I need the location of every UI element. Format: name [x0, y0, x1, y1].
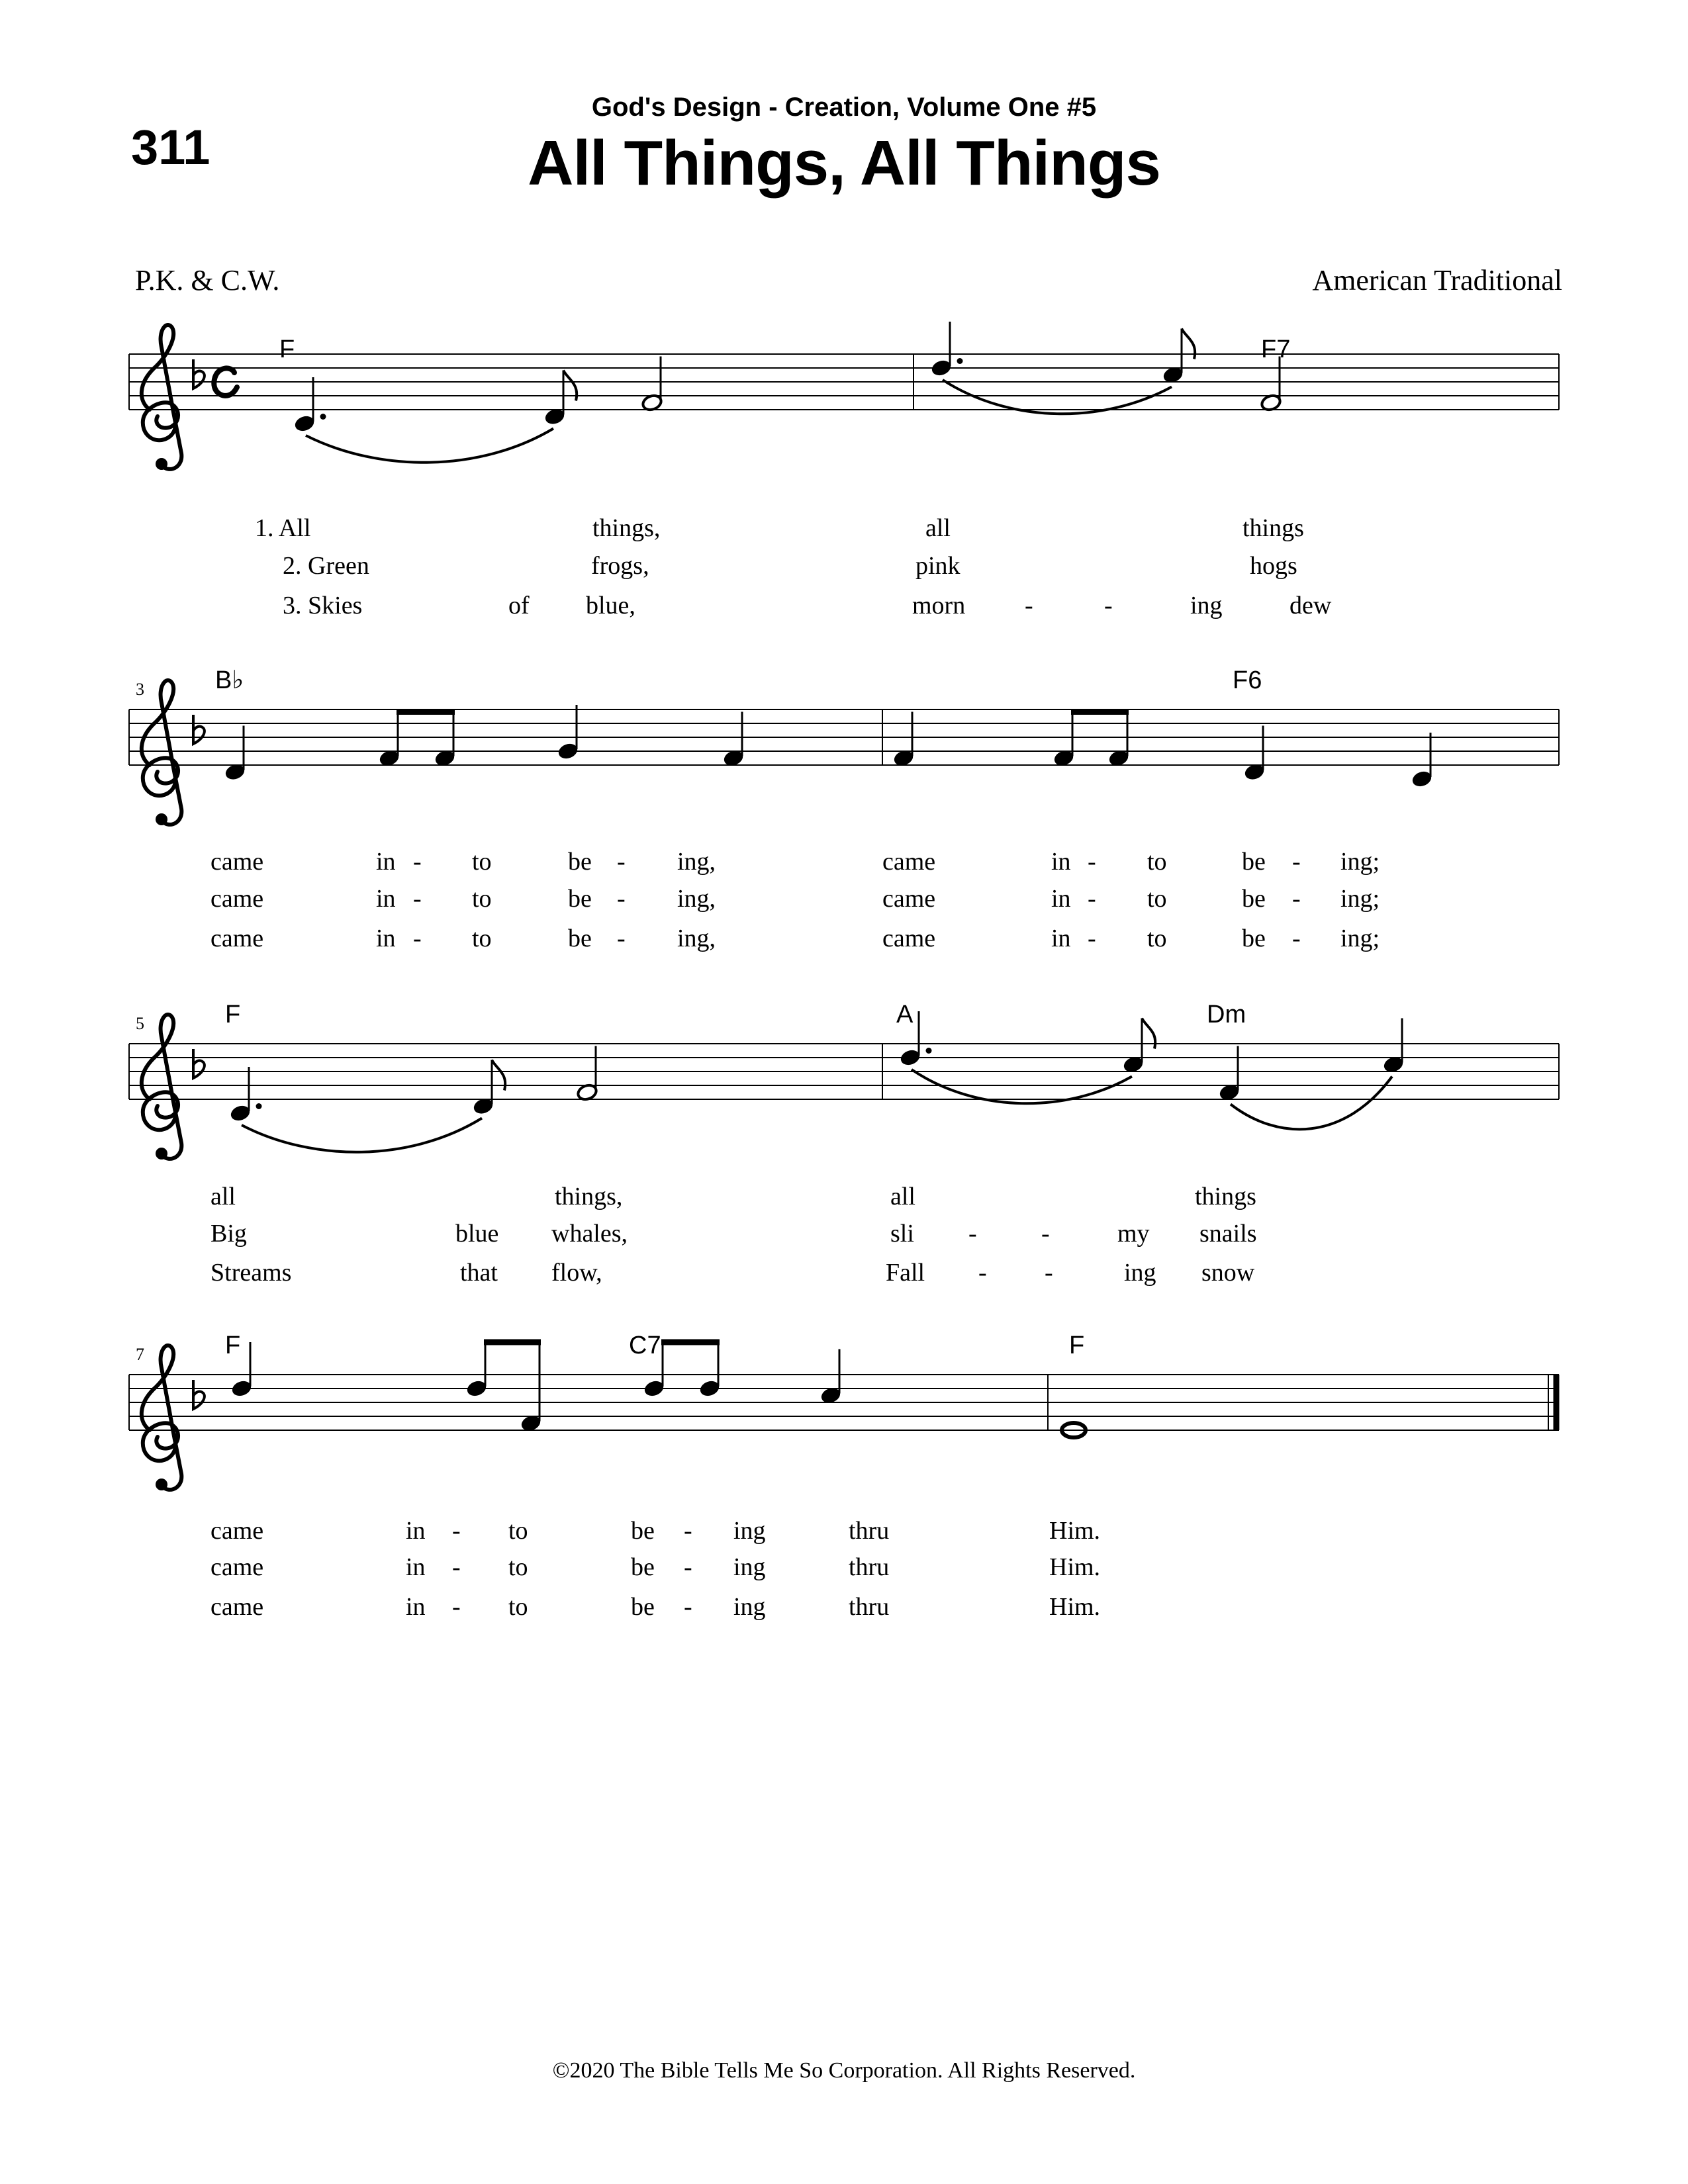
lyric-syllable: ing	[733, 1553, 766, 1581]
augmentation-dot	[957, 358, 963, 364]
lyric-syllable: sli	[890, 1220, 914, 1248]
lyric-syllable: -	[452, 1593, 461, 1621]
lyric-syllable: in	[1051, 885, 1071, 913]
lyric-syllable: to	[472, 925, 492, 952]
lyric-syllable: be	[631, 1517, 655, 1545]
lyric-syllable: in	[406, 1553, 426, 1581]
lyric-syllable: Streams	[211, 1259, 292, 1287]
treble-clef-icon	[142, 680, 181, 825]
staff-system	[129, 666, 1559, 952]
treble-clef-dot-icon	[156, 813, 167, 825]
chord-symbol: Dm	[1207, 1001, 1246, 1028]
lyric-syllable: in	[406, 1517, 426, 1545]
lyric-syllable: ing	[733, 1517, 766, 1545]
lyric-syllable: 1. All	[255, 514, 311, 542]
slur	[912, 1069, 1132, 1103]
lyric-syllable: Him.	[1049, 1553, 1101, 1581]
lyric-syllable: came	[211, 848, 264, 876]
lyric-syllable: came	[211, 1553, 264, 1581]
lyric-syllable: my	[1117, 1220, 1150, 1248]
lyric-syllable: -	[617, 885, 626, 913]
key-signature-flat-icon	[193, 715, 205, 744]
lyric-syllable: be	[568, 925, 592, 952]
staff-system	[129, 1332, 1559, 1621]
lyric-syllable: ing,	[677, 925, 716, 952]
key-signature-flat-icon	[193, 1380, 205, 1409]
lyric-syllable: -	[1088, 885, 1096, 913]
lyric-syllable: -	[684, 1553, 692, 1581]
slur	[1231, 1077, 1392, 1130]
chord-symbol: F	[279, 336, 295, 363]
lyric-syllable: came	[211, 1593, 264, 1621]
lyric-syllable: -	[1292, 885, 1301, 913]
chord-symbol: B♭	[215, 666, 244, 694]
lyric-syllable: came	[882, 925, 936, 952]
lyric-syllable: flow,	[551, 1259, 602, 1287]
lyric-syllable: came	[882, 848, 936, 876]
key-signature-flat-icon	[193, 1049, 205, 1078]
lyric-syllable: -	[684, 1593, 692, 1621]
lyric-syllable: ing	[733, 1593, 766, 1621]
lyric-syllable: to	[472, 885, 492, 913]
slur	[943, 380, 1172, 414]
lyric-syllable: thru	[849, 1593, 890, 1621]
augmentation-dot	[926, 1048, 932, 1054]
lyric-syllable: Big	[211, 1220, 247, 1248]
lyric-syllable: be	[1242, 885, 1266, 913]
lyric-syllable: came	[211, 885, 264, 913]
chord-symbol: F6	[1233, 666, 1262, 694]
lyric-syllable: -	[978, 1259, 987, 1287]
lyric-syllable: in	[376, 848, 396, 876]
lyric-syllable: that	[460, 1259, 498, 1287]
lyric-syllable: -	[1041, 1220, 1050, 1248]
lyric-syllable: -	[968, 1220, 977, 1248]
treble-clef-dot-icon	[156, 1479, 167, 1490]
lyric-syllable: -	[1292, 848, 1301, 876]
lyric-syllable: to	[508, 1517, 528, 1545]
lyric-syllable: morn	[912, 592, 966, 619]
lyric-syllable: things	[1243, 514, 1304, 542]
lyric-syllable: Him.	[1049, 1517, 1101, 1545]
lyric-syllable: -	[452, 1553, 461, 1581]
collection-subtitle: God's Design - Creation, Volume One #5	[591, 93, 1097, 122]
lyric-syllable: thru	[849, 1517, 890, 1545]
lyric-syllable: ing,	[677, 885, 716, 913]
lyric-syllable: things,	[555, 1183, 623, 1210]
lyric-syllable: 3. Skies	[283, 592, 363, 619]
lyric-syllable: ing;	[1340, 885, 1380, 913]
lyric-syllable: to	[1147, 848, 1167, 876]
staff-system	[129, 322, 1559, 619]
hymn-number: 311	[131, 120, 211, 175]
chord-symbol: A	[896, 1001, 914, 1028]
chord-symbol: C7	[629, 1332, 661, 1359]
lyric-syllable: to	[1147, 885, 1167, 913]
lyric-syllable: be	[1242, 925, 1266, 952]
staff-system	[129, 1001, 1559, 1287]
lyric-syllable: -	[1104, 592, 1113, 619]
lyricist-credit: P.K. & C.W.	[135, 264, 280, 296]
lyric-syllable: pink	[915, 552, 961, 580]
augmentation-dot	[320, 414, 326, 420]
song-title: All Things, All Things	[528, 128, 1160, 199]
lyric-syllable: came	[211, 925, 264, 952]
lyric-syllable: ing,	[677, 848, 716, 876]
lyric-syllable: -	[413, 885, 422, 913]
lyric-syllable: thru	[849, 1553, 890, 1581]
lyric-syllable: all	[211, 1183, 236, 1210]
lyric-syllable: in	[376, 925, 396, 952]
lyric-syllable: whales,	[551, 1220, 628, 1248]
lyric-syllable: ing;	[1340, 925, 1380, 952]
lyric-syllable: -	[617, 925, 626, 952]
lyric-syllable: snails	[1199, 1220, 1257, 1248]
lyric-syllable: in	[1051, 925, 1071, 952]
lyric-syllable: -	[413, 848, 422, 876]
lyric-syllable: hogs	[1250, 552, 1297, 580]
slur	[242, 1118, 482, 1152]
lyric-syllable: be	[568, 848, 592, 876]
lyric-syllable: things,	[592, 514, 661, 542]
chord-symbol: F	[1069, 1332, 1085, 1359]
lyric-syllable: be	[568, 885, 592, 913]
lyric-syllable: ing	[1124, 1259, 1156, 1287]
key-signature-flat-icon	[193, 359, 205, 388]
lyric-syllable: snow	[1201, 1259, 1255, 1287]
lyric-syllable: blue	[455, 1220, 499, 1248]
measure-number: 7	[136, 1345, 144, 1364]
lyric-syllable: be	[1242, 848, 1266, 876]
copyright-notice: ©2020 The Bible Tells Me So Corporation. All Rights Reserved.	[552, 2058, 1136, 2083]
lyric-syllable: 2. Green	[283, 552, 369, 580]
lyric-syllable: to	[508, 1553, 528, 1581]
lyric-syllable: Fall	[886, 1259, 925, 1287]
lyric-syllable: of	[508, 592, 530, 619]
lyric-syllable: -	[413, 925, 422, 952]
chord-symbol: F	[225, 1001, 241, 1028]
lyric-syllable: -	[1088, 925, 1096, 952]
lyric-syllable: to	[472, 848, 492, 876]
treble-clef-icon	[142, 325, 181, 469]
chord-symbol: F	[225, 1332, 241, 1359]
lyric-syllable: all	[890, 1183, 915, 1210]
lyric-syllable: be	[631, 1593, 655, 1621]
lyric-syllable: in	[376, 885, 396, 913]
treble-clef-dot-icon	[156, 458, 167, 470]
composer-credit: American Traditional	[1312, 264, 1562, 296]
lyric-syllable: -	[617, 848, 626, 876]
lyric-syllable: things	[1195, 1183, 1256, 1210]
treble-clef-dot-icon	[156, 1148, 167, 1160]
lyric-syllable: -	[1025, 592, 1033, 619]
lyric-syllable: blue,	[586, 592, 635, 619]
measure-number: 5	[136, 1014, 144, 1033]
lyric-syllable: dew	[1289, 592, 1332, 619]
lyric-syllable: to	[508, 1593, 528, 1621]
lyric-syllable: -	[452, 1517, 461, 1545]
lyric-syllable: -	[1292, 925, 1301, 952]
lyric-syllable: came	[882, 885, 936, 913]
lyric-syllable: to	[1147, 925, 1167, 952]
lyric-syllable: be	[631, 1553, 655, 1581]
lyric-syllable: Him.	[1049, 1593, 1101, 1621]
lyric-syllable: all	[925, 514, 951, 542]
treble-clef-icon	[142, 1345, 181, 1490]
lyric-syllable: -	[1088, 848, 1096, 876]
lyric-syllable: in	[1051, 848, 1071, 876]
chord-symbol: F7	[1261, 336, 1291, 363]
treble-clef-icon	[142, 1015, 181, 1159]
lyric-syllable: -	[1045, 1259, 1053, 1287]
lyric-syllable: frogs,	[591, 552, 649, 580]
lyric-syllable: ing;	[1340, 848, 1380, 876]
lyric-syllable: -	[684, 1517, 692, 1545]
slur	[306, 429, 553, 463]
lyric-syllable: in	[406, 1593, 426, 1621]
augmentation-dot	[256, 1103, 262, 1109]
lyric-syllable: ing	[1190, 592, 1223, 619]
measure-number: 3	[136, 680, 144, 699]
lyric-syllable: came	[211, 1517, 264, 1545]
